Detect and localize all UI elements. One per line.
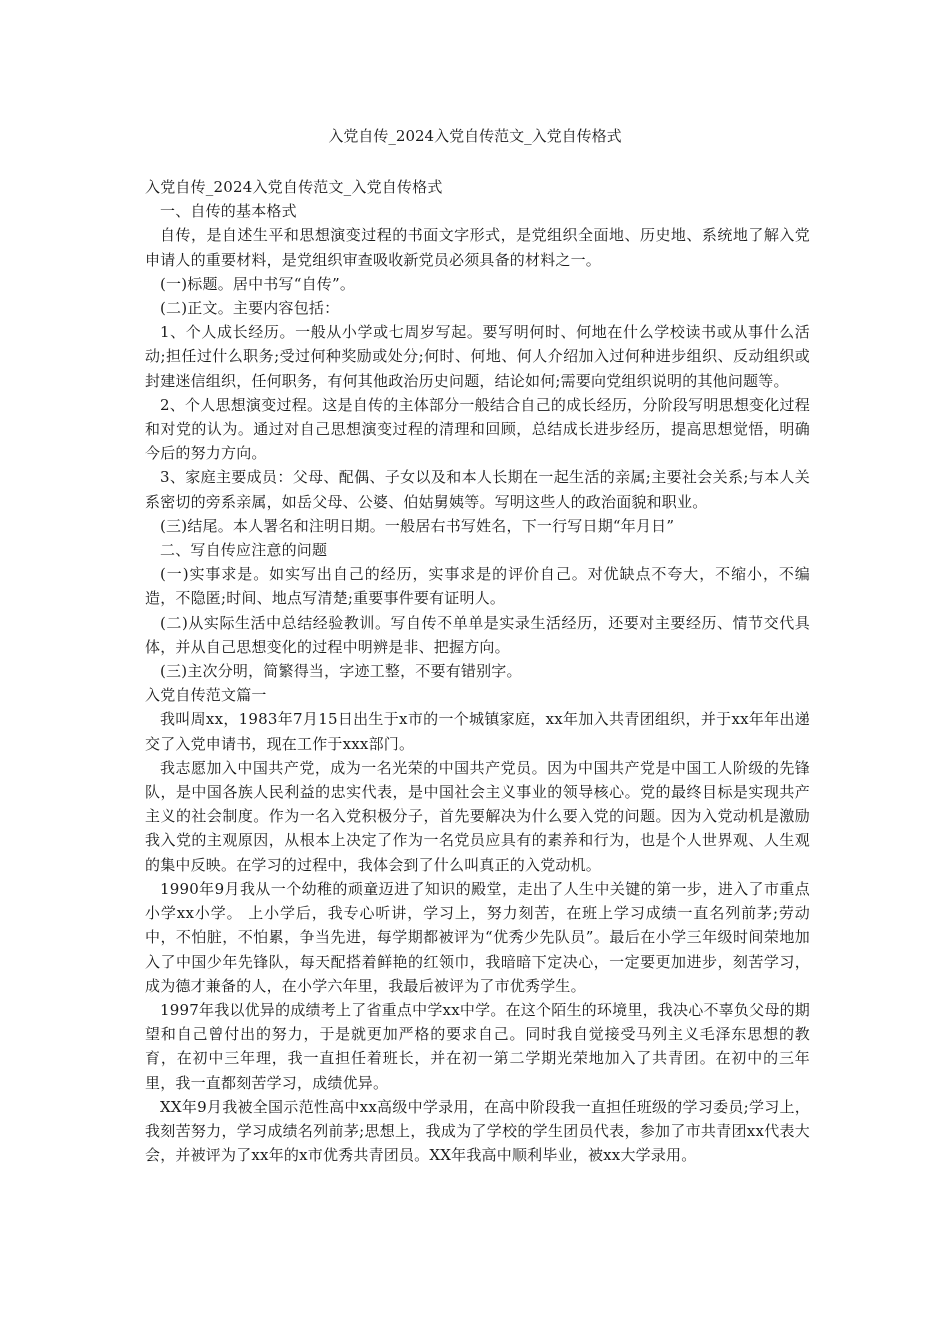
body-paragraph: 我叫周xx，1983年7月15日出生于x市的一个城镇家庭，xx年加入共青团组织，并于xx年年出递交了入党申请书，现在工作于xxx部门。 [145, 710, 810, 753]
body-paragraph: 1、个人成长经历。一般从小学或七周岁写起。要写明何时、何地在什么学校读书或从事什么活动;担任过什么职务;受过何种奖励或处分;何时、何地、何人介绍加入过何种进步组织、反动组织或封建迷信组织，任何职务，有何其他政治历史问题，结论如何;需要向党组织说明的其他问题等。 [145, 323, 810, 390]
document-title: 入党自传_2024入党自传范文_入党自传格式 [328, 127, 622, 145]
body-paragraph: (二)从实际生活中总结经验教训。写自传不单单是实录生活经历，还要对主要经历、情节交代具体，并从自己思想变化的过程中明辨是非、把握方向。 [145, 613, 810, 656]
body-paragraph: (三)主次分明，简繁得当，字迹工整，不要有错别字。 [160, 662, 522, 681]
body-paragraph: (二)正文。主要内容包括： [160, 299, 340, 318]
body-paragraph: 1990年9月我从一个幼稚的顽童迈进了知识的殿堂，走出了人生中关键的第一步，进入了市重点小学xx小学。 上小学后，我专心听讲，学习上，努力刻苦，在班上学习成绩一直名列前茅;劳动中，不怕脏，不怕累，争当先进，每学期都被评为“优秀少先队员”。最后在小学三年级时间荣地加入了中国少年先锋队，每天配搭着鲜艳的红领巾，我暗暗下定决心，一定要更加进步，刻苦学习，成为德才兼备的人，在小学六年里，我最后被评为了市优秀学生。 [145, 879, 810, 995]
body-paragraph: 自传，是自述生平和思想演变过程的书面文字形式，是党组织全面地、历史地、系统地了解入党申请人的重要材料，是党组织审查吸收新党员必须具备的材料之一。 [145, 226, 810, 269]
body-paragraph: 1997年我以优异的成绩考上了省重点中学xx中学。在这个陌生的环境里，我决心不辜负父母的期望和自己曾付出的努力，于是就更加严格的要求自己。同时我自觉接受马列主义毛泽东思想的教育，在初中三年理，我一直担任着班长，并在初一第二学期光荣地加入了共青团。在初中的三年里，我一直都刻苦学习，成绩优异。 [145, 1000, 810, 1092]
body-paragraph: (三)结尾。本人署名和注明日期。一般居右书写姓名，下一行写日期“年月日” [160, 516, 675, 535]
body-paragraph: (一)实事求是。如实写出自己的经历，实事求是的评价自己。对优缺点不夸大，不缩小，不编造，不隐匿;时间、地点写清楚;重要事件要有证明人。 [145, 565, 810, 608]
section-heading: 一、自传的基本格式 [160, 202, 297, 221]
document-body [145, 175, 810, 1167]
body-paragraph: 3、家庭主要成员：父母、配偶、子女以及和本人长期在一起生活的亲属;主要社会关系;与本人关系密切的旁系亲属，如岳父母、公婆、伯姑舅姨等。写明这些人的政治面貌和职业。 [145, 468, 810, 511]
body-paragraph: (一)标题。居中书写“自传”。 [160, 274, 356, 293]
body-heading: 入党自传_2024入党自传范文_入党自传格式 [145, 178, 443, 196]
body-paragraph: 我志愿加入中国共产党，成为一名光荣的中国共产党员。因为中国共产党是中国工人阶级的先锋队，是中国各族人民利益的忠实代表，是中国社会主义事业的领导核心。党的最终目标是实现共产主义的社会制度。作为一名入党积极分子，首先要解决为什么要入党的问题。因为入党动机是激励我入党的主观原因，从根本上决定了作为一名党员应具有的素养和行为，也是个人世界观、人生观的集中反映。在学习的过程中，我体会到了什么叫真正的入党动机。 [145, 758, 810, 874]
body-paragraph: 2、个人思想演变过程。这是自传的主体部分一般结合自己的成长经历，分阶段写明思想变化过程和对党的认为。通过对自己思想演变过程的清理和回顾，总结成长进步经历，提高思想觉悟，明确今后的努力方向。 [145, 395, 810, 463]
body-paragraph: XX年9月我被全国示范性高中xx高级中学录用，在高中阶段我一直担任班级的学习委员;学习上，我刻苦努力，学习成绩名列前茅;思想上，我成为了学校的学生团员代表，参加了市共青团xx代表大会，并被评为了xx年的x市优秀共青团员。XX年我高中顺利毕业，被xx大学录用。 [145, 1097, 810, 1165]
sample-heading: 入党自传范文篇一 [145, 686, 267, 705]
section-heading: 二、写自传应注意的问题 [160, 541, 328, 560]
